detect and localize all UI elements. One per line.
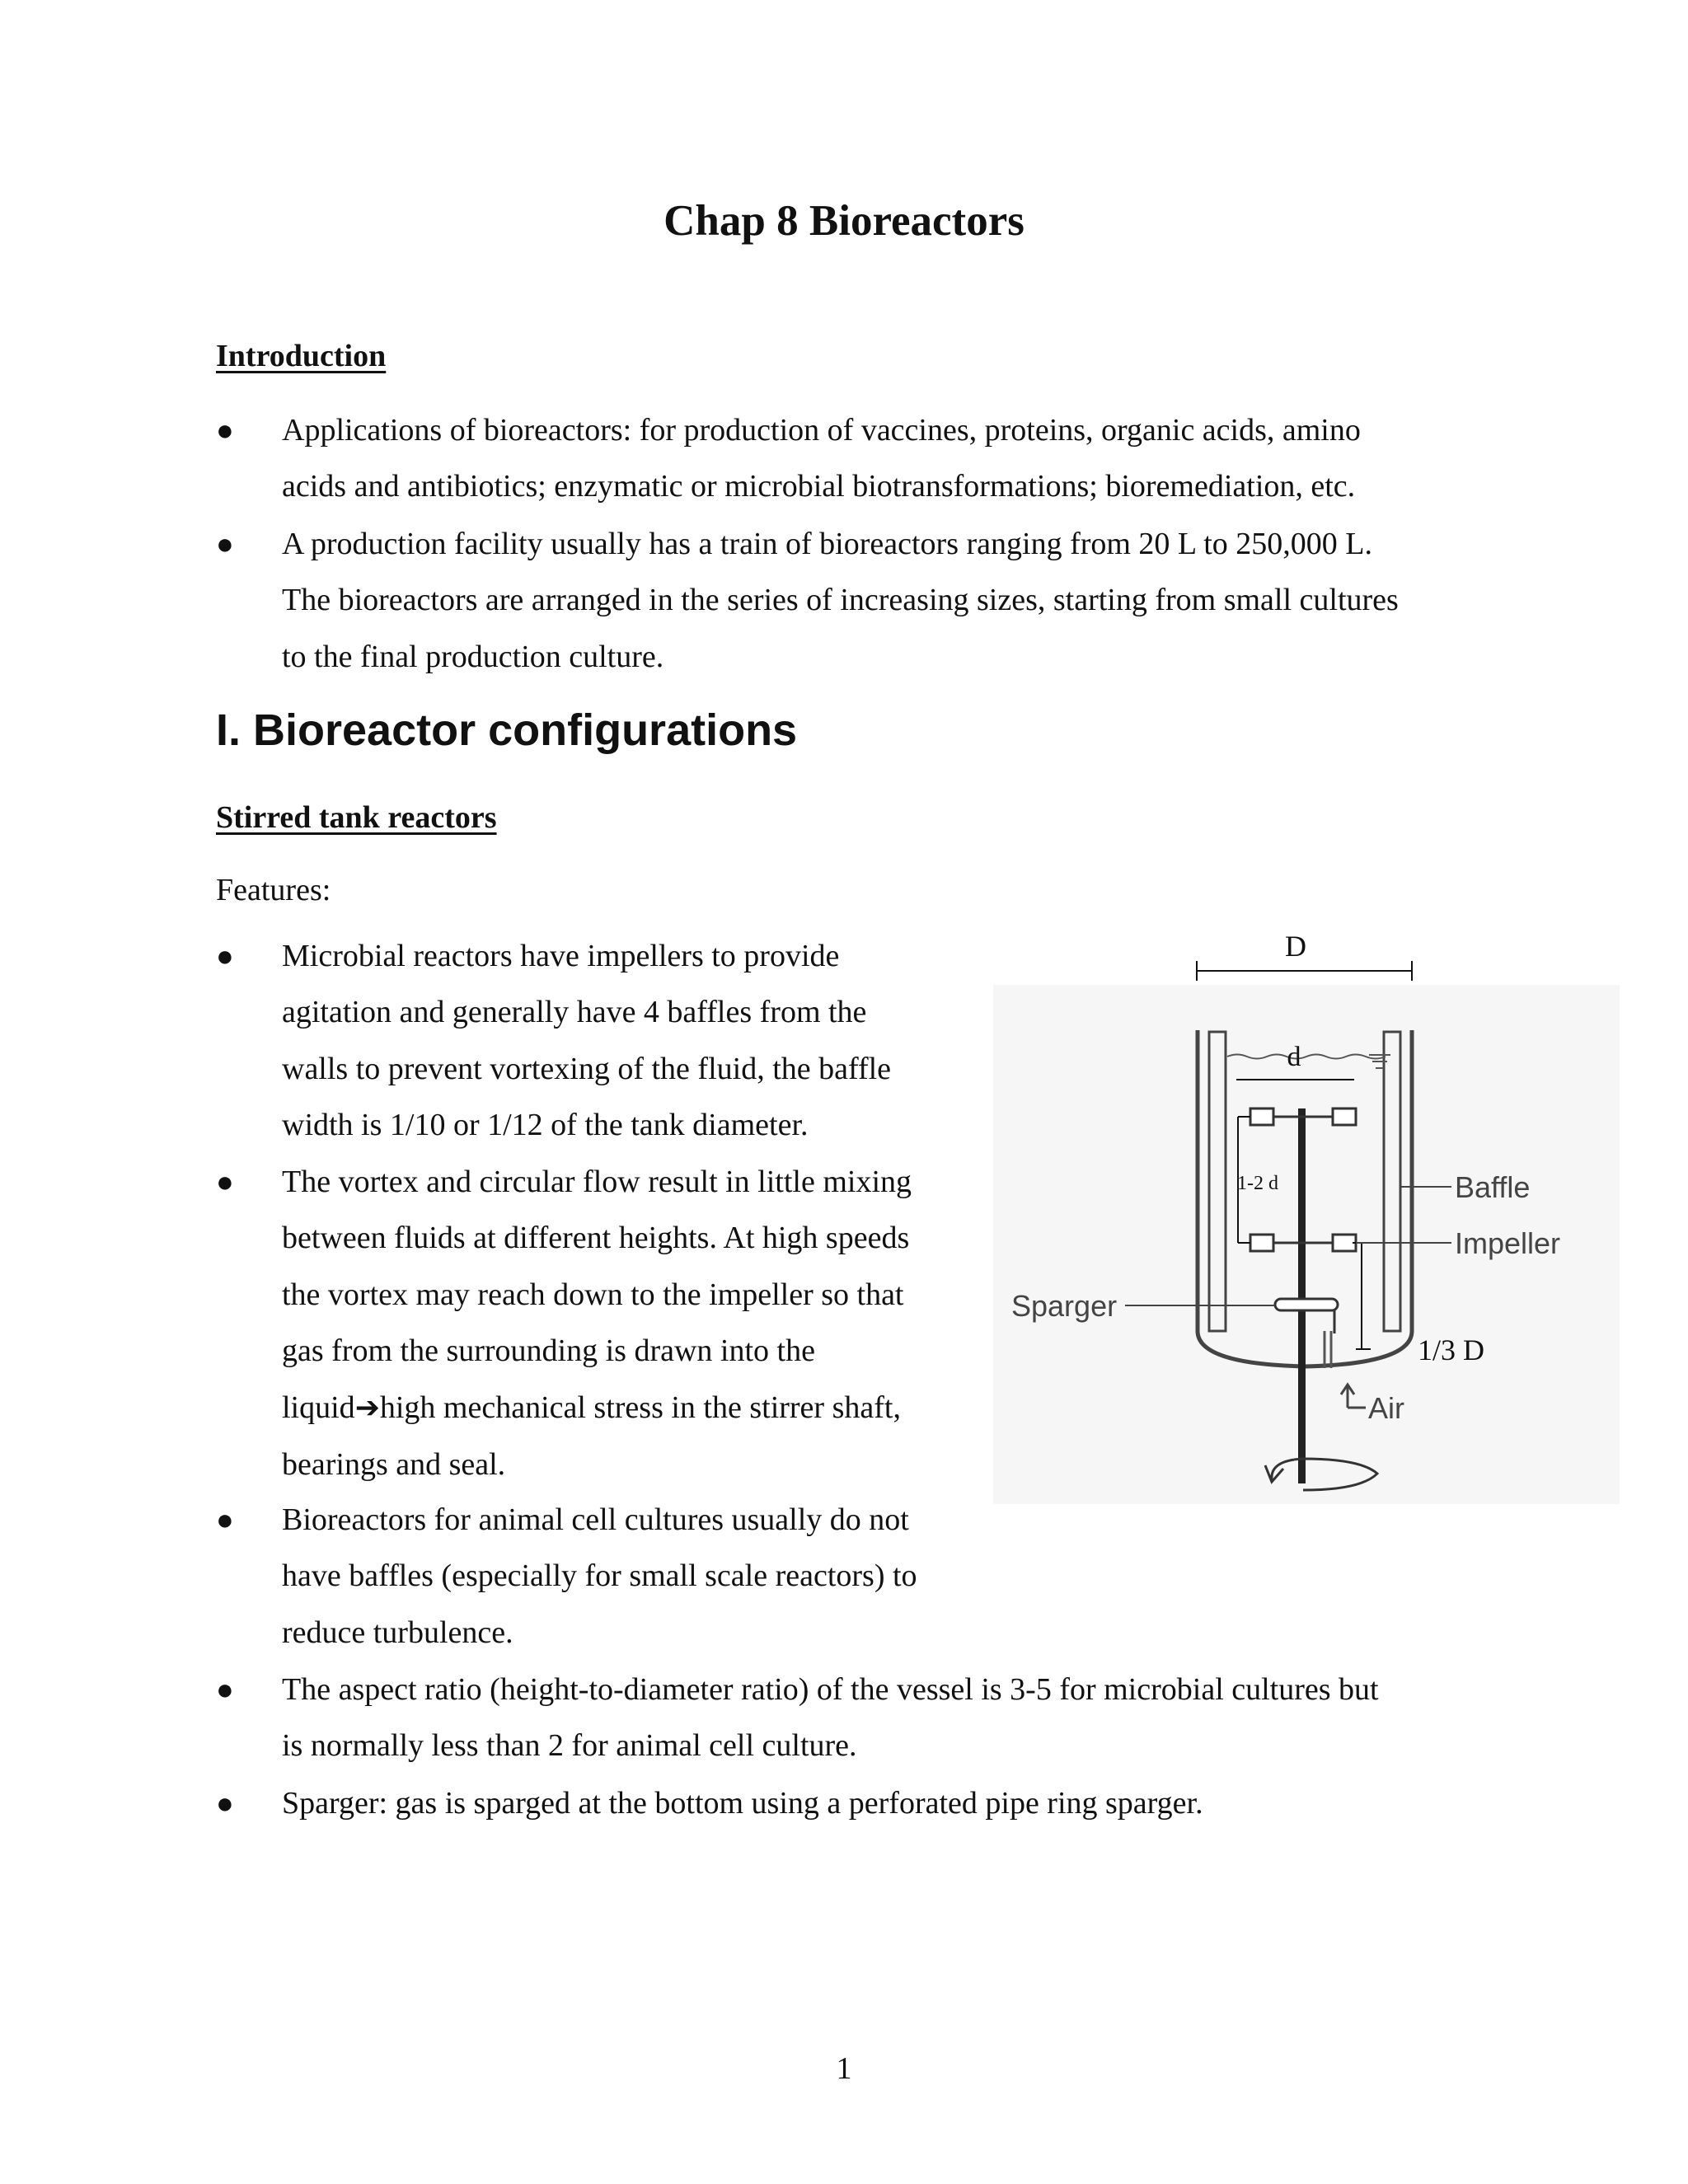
text-line-with-arrow bbox=[282, 1380, 912, 1436]
text-line: Bioreactors for animal cell cultures usually do not bbox=[282, 1502, 909, 1537]
text-line: The aspect ratio (height-to-diameter ratio) of the vessel is 3-5 for microbial cultures but bbox=[282, 1672, 1379, 1707]
bullet-icon: ● bbox=[216, 1503, 234, 1536]
bullet-icon: ● bbox=[216, 414, 234, 447]
text-fragment: liquid bbox=[282, 1390, 355, 1425]
text-line: is normally less than 2 for animal cell culture. bbox=[282, 1728, 857, 1764]
page-number: 1 bbox=[836, 2051, 852, 2086]
bullet-icon: ● bbox=[216, 527, 234, 560]
label-sparger: Sparger bbox=[1011, 1289, 1118, 1323]
text-line: between fluids at different heights. At high speeds bbox=[282, 1221, 910, 1256]
stirrer-shaft bbox=[1298, 1108, 1306, 1483]
bullet-icon: ● bbox=[216, 1165, 234, 1198]
text-line: gas from the surrounding is drawn into the bbox=[282, 1333, 815, 1369]
text-line: The vortex and circular flow result in little mixing bbox=[282, 1165, 912, 1199]
text-line: Sparger: gas is sparged at the bottom using a perforated pipe ring sparger. bbox=[282, 1786, 1203, 1821]
text-line: width is 1/10 or 1/12 of the tank diameter. bbox=[282, 1108, 809, 1143]
text-line: A production facility usually has a train of bioreactors ranging from 20 L to 250,000 L. bbox=[282, 527, 1373, 561]
stirred-tank-diagram bbox=[993, 915, 1620, 1508]
right-arrow-icon: ➔ bbox=[354, 1390, 380, 1425]
label-clearance: 1/3 D bbox=[1418, 1333, 1484, 1366]
introduction-heading: Introduction bbox=[216, 339, 387, 373]
upper-impeller-blade bbox=[1333, 1108, 1356, 1125]
label-d: d bbox=[1287, 1042, 1301, 1072]
stirred-tank-svg bbox=[993, 915, 1620, 1508]
page-title: Chap 8 Bioreactors bbox=[663, 197, 1025, 245]
text-line: Applications of bioreactors: for production of vaccines, proteins, organic acids, amino bbox=[282, 413, 1361, 448]
sparger-ring bbox=[1275, 1299, 1338, 1310]
text-line: Microbial reactors have impellers to provide bbox=[282, 939, 840, 973]
lower-impeller-blade bbox=[1250, 1235, 1273, 1251]
text-line: The bioreactors are arranged in the series of increasing sizes, starting from small cultures bbox=[282, 583, 1399, 618]
upper-impeller-blade bbox=[1250, 1108, 1273, 1125]
text-line: agitation and generally have 4 baffles from the bbox=[282, 995, 867, 1030]
text-fragment: high mechanical stress in the stirrer shaft, bbox=[379, 1390, 901, 1425]
bullet-icon: ● bbox=[216, 940, 234, 972]
features-label: Features: bbox=[216, 873, 331, 907]
subsection-heading: Stirred tank reactors bbox=[216, 800, 497, 835]
bullet-icon: ● bbox=[216, 1787, 234, 1820]
text-line: reduce turbulence. bbox=[282, 1615, 513, 1650]
bullet-icon: ● bbox=[216, 1673, 234, 1706]
label-impeller: Impeller bbox=[1455, 1226, 1561, 1260]
lower-impeller-blade bbox=[1333, 1235, 1356, 1251]
text-line: the vortex may reach down to the impeller so that bbox=[282, 1277, 904, 1312]
section-heading: I. Bioreactor configurations bbox=[216, 705, 798, 755]
text-line: have baffles (especially for small scale reactors) to bbox=[282, 1558, 917, 1594]
label-air: Air bbox=[1368, 1391, 1404, 1425]
text-line: acids and antibiotics; enzymatic or microbial biotransformations; bioremediation, etc. bbox=[282, 469, 1356, 504]
label-D: D bbox=[1285, 930, 1306, 963]
text-line: to the final production culture. bbox=[282, 639, 664, 674]
text-line: walls to prevent vortexing of the fluid, the baffle bbox=[282, 1051, 892, 1086]
text-line: bearings and seal. bbox=[282, 1447, 506, 1483]
label-impeller-spacing: 1-2 d bbox=[1237, 1173, 1278, 1194]
label-baffle: Baffle bbox=[1455, 1170, 1531, 1204]
